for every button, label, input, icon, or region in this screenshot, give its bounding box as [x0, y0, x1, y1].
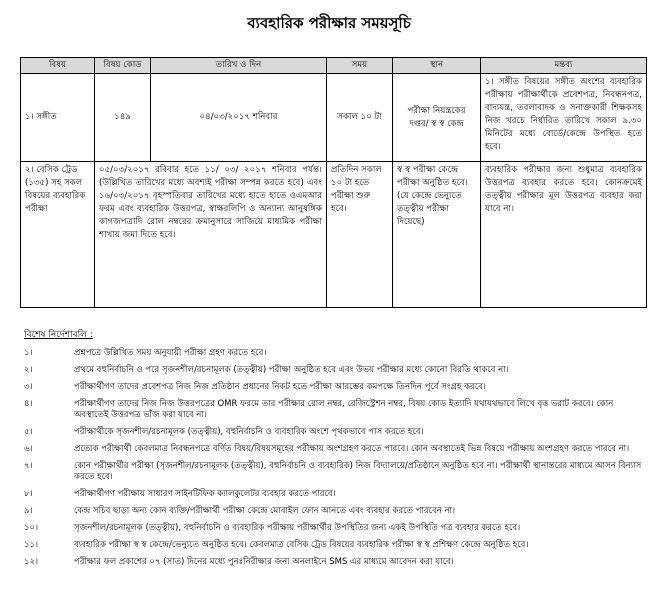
item-number: ১।	[24, 348, 33, 358]
list-item	[0, 382, 658, 393]
cell-place: পরীক্ষা নিয়ন্ত্রকের দপ্তর/ স্ব স্ব কেন্দ্র	[393, 74, 481, 162]
header-subject-code: বিষয় কোড	[95, 58, 151, 74]
item-text: পরীক্ষার্থীগণ পরীক্ষায় সাধারণ সাইনটিফিক ক্যালকুলেটর ব্যবহার করতে পারবে।	[74, 489, 336, 499]
item-number: ৩।	[24, 382, 33, 392]
item-number: ৭।	[24, 461, 33, 471]
header-date-day: তারিখ ও দিন	[151, 58, 327, 74]
list-item	[0, 506, 658, 517]
table-row	[21, 74, 647, 162]
item-number: ১০।	[24, 523, 39, 533]
item-text: কোন পরীক্ষার্থীর পরীক্ষা (সৃজনশীল/রচনামূলক (তত্ত্বীয়), বহুনির্বাচনি ও ব্যবহারিক) নিজ বিদ্যালয়ে/প্রতিষ্ঠানে অনুষ্ঠিত হবে না। পরীক্ষার্থী স্থানান্তরের মাধ্যমে আসন বিন্যাস করতে হবে।	[74, 461, 642, 482]
item-text: পরীক্ষার্থীগণ তাদের নিজ নিজ উত্তরপত্রের OMR ফরমে তার পরীক্ষার রোল নম্বর, রেজিস্ট্রেশন নম্বর, বিষয় কোড ইত্যাদি যথাযথভাবে লিখে বৃত্ত ভরাট করবে। কোন অবস্থাতেই উত্তরপত্র ভাঁজ করা যাবে না।	[74, 399, 614, 420]
list-item	[0, 427, 658, 438]
item-text: কেন্দ্র সচিব ছাড়া অন্য কোন ব্যক্তি/পরীক্ষার্থী পরীক্ষা কেন্দ্রে মোবাইল ফোন আনতে এবং ব্যবহার করতে পারবেন না।	[74, 506, 456, 516]
item-number: ৫।	[24, 427, 33, 437]
instructions-heading: বিশেষ নির্দেশাবলি :	[24, 330, 93, 340]
item-text: প্রশ্নপত্রে উল্লিখিত সময় অনুযায়ী পরীক্ষা গ্রহণ করতে হবে।	[74, 348, 267, 358]
header-remarks: মন্তব্য	[481, 58, 647, 74]
item-number: ৬।	[24, 444, 33, 454]
cell-subject: ১। সঙ্গীত	[21, 74, 95, 162]
table-header-row	[21, 58, 647, 74]
cell-remarks: ১। সঙ্গীত বিষয়ের সঙ্গীত অংশের ব্যবহারিক পরীক্ষায় পরীক্ষার্থীকে প্রবেশপত্র, নিবন্ধনপত্র, বাদ্যযন্ত্র, তবলাবাদক ও সনাক্তকারী শিক্ষকসহ নিজ খরচে নির্ধারিত তারিখে সকাল ৯.৩০ মিনিটের মধ্যে বোর্ডে/কেন্দ্রে উপস্থিত হতে হবে।	[481, 74, 647, 162]
cell-date: ০৪/০৩/২০১৭ শনিবার	[151, 74, 327, 162]
schedule-table	[20, 57, 647, 308]
item-text: প্রত্যেক পরীক্ষার্থী কেবলমাত্র নিবন্ধনপত্রে বর্ণিত বিষয়/বিষয়সমূহের পরীক্ষায় অংশগ্রহণ করতে পারবে। কোন অবস্থাতেই ভিন্ন বিষয়ে পরীক্ষায় অংশগ্রহণ করতে পারবে না।	[74, 444, 630, 454]
list-item	[0, 489, 658, 500]
list-item	[0, 399, 658, 421]
item-text: পরীক্ষার্থীগণ তাদের প্রবেশপত্র নিজ নিজ প্রতিষ্ঠান প্রধানের নিকট হতে পরীক্ষা আরম্ভের কমপক্ষে তিনদিন পূর্বে সংগ্রহ করবে।	[74, 382, 486, 392]
header-place: স্থান	[393, 58, 481, 74]
item-text: পরীক্ষার ফল প্রকাশের ০৭ (সাত) দিনের মধ্যে পুনঃনিরীক্ষার জন্য অনলাইনে SMS এর মাধ্যমে আবেদন করা যাবে।	[74, 557, 454, 567]
item-number: ১২।	[24, 557, 39, 567]
item-number: ৮।	[24, 489, 33, 499]
list-item	[0, 557, 658, 568]
cell-date-merged: ০৫/০৩/২০১৭ রবিবার হতে ১১/ ০৩/ ২০১৭ শনিবার পর্যন্ত। (উল্লিখিত তারিখের মধ্যে অবশ্যই পরীক্ষা সম্পন্ন করতে হবে) এবং ১৬/০৩/২০১৭ বৃহস্পতিবার তারিখের মধ্যে হাতে হাতে ওএমআর ফরম এবং ব্যবহারিক উত্তরপত্র, স্বাক্ষরলিপি ও অন্যান্য আনুষঙ্গিক কাগজপত্রাদি রোল নম্বরের ক্রমানুসারে সাজিয়ে মাধ্যমিক পরীক্ষা শাখায় জমা দিতে হবে।	[95, 162, 327, 308]
list-item	[0, 540, 658, 551]
item-number: ৪।	[24, 399, 33, 409]
list-item	[0, 444, 658, 455]
cell-code: ১৪৯	[95, 74, 151, 162]
list-item	[0, 365, 658, 376]
cell-place: স্ব স্ব পরীক্ষা কেন্দ্রে পরীক্ষা অনুষ্ঠিত হবে। (যে কেন্দ্রে ভেন্যুতে তত্ত্বীয় পরীক্ষা দিয়েছে)	[393, 162, 481, 308]
item-number: ২।	[24, 365, 33, 375]
header-time: সময়	[327, 58, 393, 74]
cell-subject: ২। বেসিক ট্রেড (১৩৫) সহ সকল বিষয়ের ব্যবহারিক পরীক্ষা	[21, 162, 95, 308]
table-row	[21, 162, 647, 308]
list-item	[0, 461, 658, 483]
item-text: ব্যবহারিক পরীক্ষা স্ব স্ব কেন্দ্রে/ভেন্যুতে অনুষ্ঠিত হবে। কেবলমাত্র বেসিক ট্রেড বিষয়ের ব্যবহারিক পরীক্ষা স্ব স্ব প্রশিক্ষণ কেন্দ্রে অনুষ্ঠিত হবে।	[74, 540, 529, 550]
item-text: সৃজনশীল/রচনামূলক (তত্ত্বীয়), বহুনির্বাচনি ও ব্যবহারিক পরীক্ষায় পরীক্ষার্থীর উপস্থিতির জন্য একই উপস্থিতি পত্র ব্যবহার করতে হবে।	[74, 523, 521, 533]
item-text: প্রথমে বহুনির্বাচনি ও পরে সৃজনশীল/রচনামূলক (তত্ত্বীয়) পরীক্ষা অনুষ্ঠিত হবে এবং উভয় পরীক্ষার মধ্যে কোনো বিরতি থাকবে না।	[74, 365, 509, 375]
list-item	[0, 523, 658, 534]
cell-time: প্রতিদিন সকাল ১০ টা হতে পরীক্ষা শুরু হবে।	[327, 162, 393, 308]
item-number: ৯।	[24, 506, 33, 516]
header-subject: বিষয়	[21, 58, 95, 74]
list-item	[0, 348, 658, 359]
page-title: ব্যবহারিক পরীক্ষার সময়সূচি	[247, 14, 411, 32]
instructions-list	[0, 348, 658, 574]
cell-time: সকাল ১০ টা	[327, 74, 393, 162]
item-text: পরীক্ষার্থীকে সৃজনশীল/রচনামূলক (তত্ত্বীয়), বহুনির্বাচনি ও ব্যবহারিক অংশে পৃথকভাবে পাস করতে হবে।	[74, 427, 424, 437]
item-number: ১১।	[24, 540, 39, 550]
cell-remarks: ব্যবহারিক পরীক্ষার জন্য শুধুমাত্র ব্যবহারিক উত্তরপত্র ব্যবহার করতে হবে। কোনক্রমেই তত্ত্বীয় পরীক্ষার মূল উত্তরপত্র ব্যবহার করা যাবে না।	[481, 162, 647, 308]
